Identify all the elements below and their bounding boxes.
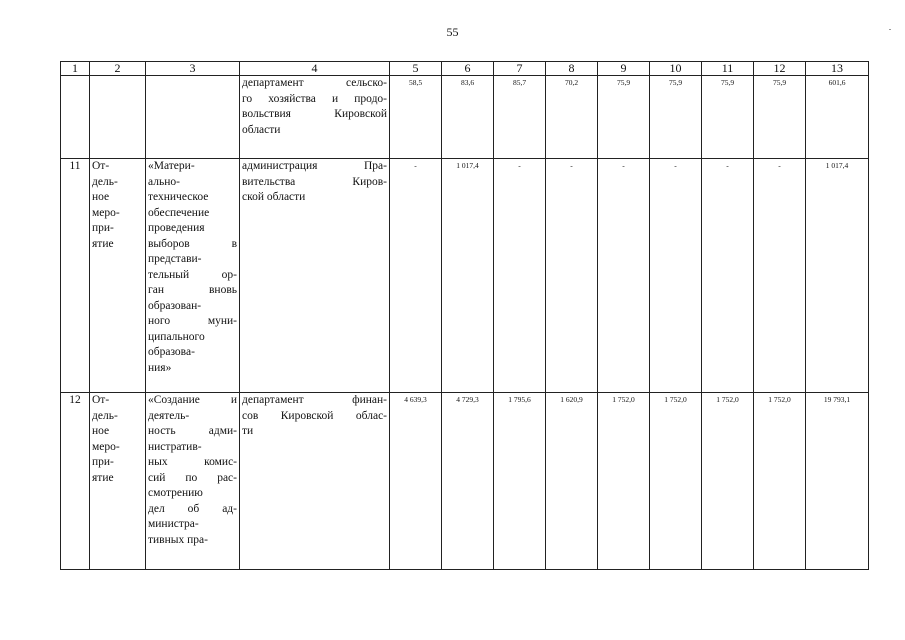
header-cell: 2	[90, 62, 146, 76]
amount-cell: 75,9	[598, 76, 650, 159]
header-cell: 3	[146, 62, 240, 76]
header-cell: 7	[494, 62, 546, 76]
cell-text-line: дел об ад-	[148, 502, 237, 515]
activity-type-cell	[90, 76, 146, 159]
header-cell: 12	[754, 62, 806, 76]
cell-text-line: ской области	[242, 191, 306, 203]
cell-text-line: От-	[92, 160, 110, 172]
cell-text-line: меро-	[92, 206, 120, 219]
cell-text-line: образова-	[148, 346, 195, 358]
cell-text-line: сий по рас-	[148, 471, 237, 484]
cell-text-line: департамент сельско-	[242, 77, 387, 89]
amount-cell: -	[598, 159, 650, 393]
cell-text-line: области	[242, 123, 281, 136]
cell-text-line: ципального	[148, 330, 205, 343]
header-cell: 13	[806, 62, 869, 76]
amount-cell: 4 639,3	[390, 393, 442, 570]
cell-text-line: «Матери-	[148, 160, 195, 172]
cell-text-line: ность адми-	[148, 425, 237, 437]
amount-cell: 19 793,1	[806, 393, 869, 570]
amount-cell: -	[494, 159, 546, 393]
cell-text-line: ное	[92, 425, 110, 437]
cell-text-line: ных комис-	[148, 456, 237, 468]
cell-text-line: представи-	[148, 253, 202, 265]
amount-cell: 4 729,3	[442, 393, 494, 570]
cell-text-line: при-	[92, 456, 114, 468]
header-cell: 11	[702, 62, 754, 76]
activity-name-cell	[146, 393, 240, 570]
cell-text-line: ятие	[92, 471, 114, 484]
responsible-executor-cell	[240, 159, 390, 393]
table-row	[61, 76, 869, 159]
cell-text-line: администрация Пра-	[242, 160, 387, 172]
cell-text-line: нистратив-	[148, 440, 202, 453]
amount-cell: 601,6	[806, 76, 869, 159]
cell-text-line: вительства Киров-	[242, 175, 387, 188]
cell-text-line: «Создание и	[148, 394, 237, 406]
scan-mark	[889, 29, 891, 30]
amount-cell: 83,6	[442, 76, 494, 159]
header-cell: 4	[240, 62, 390, 76]
cell-text-line: обеспечение	[148, 206, 210, 219]
amount-cell: -	[702, 159, 754, 393]
budget-table	[60, 61, 869, 570]
cell-text-line: ное	[92, 191, 110, 203]
activity-name-cell	[146, 76, 240, 159]
cell-text-line: От-	[92, 394, 110, 406]
cell-text-line: ния»	[148, 361, 172, 374]
responsible-executor-cell	[240, 76, 390, 159]
amount-cell: 1 017,4	[806, 159, 869, 393]
activity-name-cell	[146, 159, 240, 393]
responsible-executor-cell	[240, 393, 390, 570]
cell-text-line: меро-	[92, 440, 120, 453]
amount-cell: 58,5	[390, 76, 442, 159]
header-cell: 6	[442, 62, 494, 76]
cell-text-line: при-	[92, 222, 114, 234]
cell-text-line: го хозяйства и продо-	[242, 92, 387, 105]
cell-text-line: дель-	[92, 175, 118, 188]
header-cell: 5	[390, 62, 442, 76]
header-cell: 10	[650, 62, 702, 76]
amount-cell: -	[754, 159, 806, 393]
row-index-cell	[61, 76, 90, 159]
cell-text-line: министра-	[148, 518, 199, 530]
amount-cell: 1 752,0	[650, 393, 702, 570]
cell-text-line: техническое	[148, 191, 209, 203]
table-row	[61, 393, 869, 570]
amount-cell: 85,7	[494, 76, 546, 159]
cell-text-line: ально-	[148, 175, 180, 188]
cell-text-line: вольствия Кировской	[242, 108, 387, 120]
cell-text-line: проведения	[148, 222, 205, 234]
activity-type-cell	[90, 159, 146, 393]
page-number: 55	[446, 25, 459, 39]
cell-text-line: деятель-	[148, 409, 190, 422]
cell-text-line: сов Кировской облас-	[242, 409, 387, 422]
amount-cell: -	[546, 159, 598, 393]
table-row	[61, 159, 869, 393]
cell-text-line: департамент финан-	[242, 394, 387, 406]
amount-cell: 1 752,0	[598, 393, 650, 570]
header-cell: 1	[61, 62, 90, 76]
amount-cell: -	[390, 159, 442, 393]
cell-text-line: дель-	[92, 409, 118, 422]
amount-cell: 1 620,9	[546, 393, 598, 570]
cell-text-line: ятие	[92, 237, 114, 250]
header-cell: 9	[598, 62, 650, 76]
amount-cell: -	[650, 159, 702, 393]
header-cell: 8	[546, 62, 598, 76]
activity-type-cell	[90, 393, 146, 570]
cell-text-line: смотрению	[148, 487, 203, 499]
row-index-cell: 11	[61, 159, 90, 393]
header-row	[61, 62, 869, 76]
amount-cell: 75,9	[702, 76, 754, 159]
amount-cell: 75,9	[650, 76, 702, 159]
cell-text-line: тельный ор-	[148, 268, 237, 281]
amount-cell: 75,9	[754, 76, 806, 159]
amount-cell: 1 017,4	[442, 159, 494, 393]
cell-text-line: образован-	[148, 299, 202, 312]
amount-cell: 1 752,0	[754, 393, 806, 570]
cell-text-line: ган вновь	[148, 284, 237, 296]
cell-text-line: тивных пра-	[148, 533, 208, 546]
amount-cell: 1 795,6	[494, 393, 546, 570]
cell-text-line: выборов в	[148, 237, 237, 250]
amount-cell: 70,2	[546, 76, 598, 159]
cell-text-line: ти	[242, 425, 254, 437]
amount-cell: 1 752,0	[702, 393, 754, 570]
row-index-cell: 12	[61, 393, 90, 570]
cell-text-line: ного муни-	[148, 315, 237, 327]
